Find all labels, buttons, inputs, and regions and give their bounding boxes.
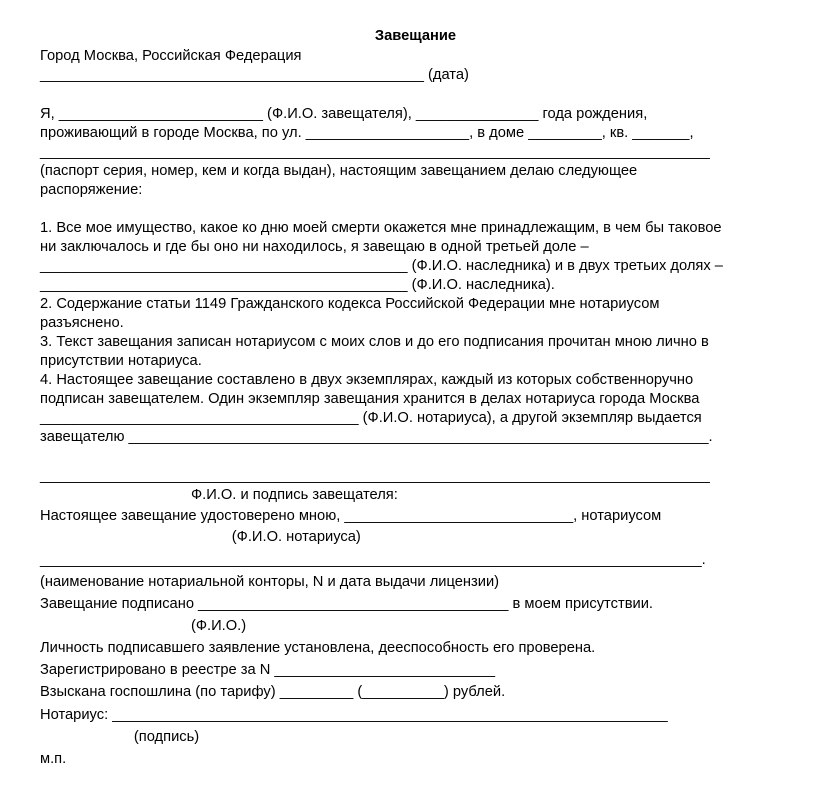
signer-name-caption: (Ф.И.О.) [40,618,247,634]
notary-certification-line: Настоящее завещание удостоверено мною, ____________________________, нотариусом [40,508,662,524]
date-line: _______________________________________________ (дата) [40,67,469,83]
clause-1-line-2: ни заключалось и где бы оно ни находилось, я завещаю в одной третьей доле – [40,239,589,255]
testator-signature-line: __________________________________________________________________________________ [40,468,710,484]
seal-place-label: м.п. [40,751,67,767]
state-duty-line: Взыскана госпошлина (по тарифу) _________ (__________) рублей. [40,684,506,700]
clause-2-line-1: 2. Содержание статьи 1149 Гражданского кодекса Российской Федерации мне нотариусом [40,296,660,312]
signed-in-presence-line: Завещание подписано ______________________________________ в моем присутствии. [40,596,653,612]
testator-name-line: Я, _________________________ (Ф.И.О. завещателя), _______________ года рождения, [40,106,648,122]
clause-4-line-1: 4. Настоящее завещание составлено в двух экземплярах, каждый из которых собственноручно [40,372,694,388]
passport-blank-line: __________________________________________________________________________________ [40,144,710,160]
notary-signature-caption: (подпись) [40,729,200,745]
notary-name-caption: (Ф.И.О. нотариуса) [40,529,361,545]
clause-4-line-4: завещателю _______________________________________________________________________. [40,429,713,445]
heir-1-line: _____________________________________________ (Ф.И.О. наследника) и в двух третьих долях – [40,258,723,274]
testator-signature-caption: Ф.И.О. и подпись завещателя: [40,487,398,503]
heir-2-line: _____________________________________________ (Ф.И.О. наследника). [40,277,555,293]
clause-3-line-1: 3. Текст завещания записан нотариусом с моих слов и до его подписания прочитан мною лично в [40,334,709,350]
clause-3-line-2: присутствии нотариуса. [40,353,202,369]
city-line: Город Москва, Российская Федерация [40,48,302,64]
clause-4-line-2: подписан завещателем. Один экземпляр завещания хранится в делах нотариуса города Москва [40,391,700,407]
notary-office-caption: (наименование нотариальной конторы, N и дата выдачи лицензии) [40,574,500,590]
document-title: Завещание [374,28,457,44]
registry-line: Зарегистрировано в реестре за N ___________________________ [40,662,495,678]
notary-signature-line: Нотариус: ____________________________________________________________________ [40,707,668,723]
clause-4-line-3: _______________________________________ (Ф.И.О. нотариуса), а другой экземпляр выдается [40,410,702,426]
passport-caption-line: (паспорт серия, номер, кем и когда выдан), настоящим завещанием делаю следующее [40,163,638,179]
testator-address-line: проживающий в городе Москва, по ул. ____________________, в доме _________, кв. _______, [40,125,694,141]
clause-2-line-2: разъяснено. [40,315,124,331]
disposition-line: распоряжение: [40,182,143,198]
notary-office-blank-line: _________________________________________________________________________________. [40,552,706,568]
clause-1-line-1: 1. Все мое имущество, какое ко дню моей смерти окажется мне принадлежащим, в чем бы таковое [40,220,722,236]
identity-verified-line: Личность подписавшего заявление установлена, дееспособность его проверена. [40,640,596,656]
